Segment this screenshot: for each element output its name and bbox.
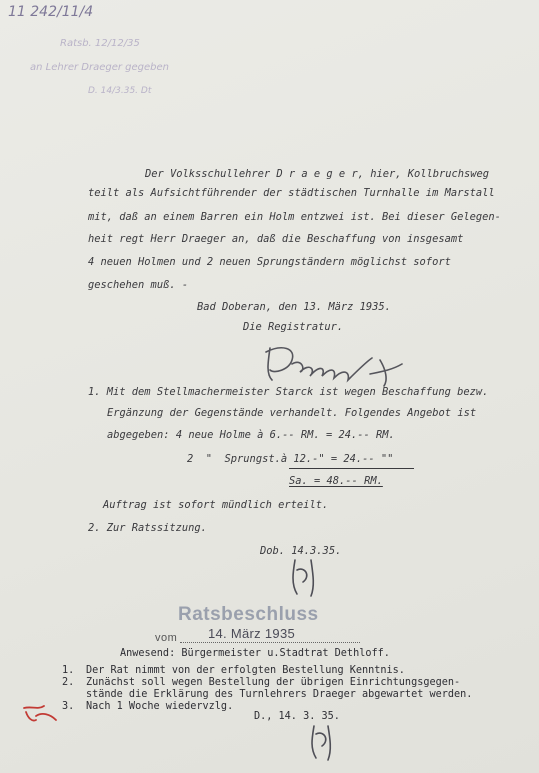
item-1-line-4: 2 " Sprungst.à 12.-" = 24.-- "" <box>187 453 394 465</box>
body-line-2: teilt als Aufsichtführender der städtischen Turnhalle im Marstall <box>88 187 495 199</box>
decision-1-num: 1. <box>62 665 75 676</box>
body-line-5: 4 neuen Holmen und 2 neuen Sprungständern möglichst sofort <box>88 256 451 268</box>
item-1-line-2: Ergänzung der Gegenstände verhandelt. Folgendes Angebot ist <box>107 407 477 419</box>
stamp-vom: vom <box>155 632 178 644</box>
sum-rule-1 <box>289 468 414 469</box>
item-2: 2. Zur Ratssitzung. <box>88 522 207 534</box>
body-line-4: heit regt Herr Draeger an, daß die Beschaffung von insgesamt <box>88 233 464 245</box>
decision-1-text: Der Rat nimmt von der erfolgten Bestellung Kenntnis. <box>86 665 405 676</box>
decision-date: D., 14. 3. 35. <box>254 711 340 722</box>
archive-number: 11 242/11/4 <box>8 4 94 20</box>
signature-1 <box>262 340 412 388</box>
signatory: Die Registratur. <box>243 321 344 333</box>
body-line-3: mit, daß an einem Barren ein Holm entzwei ist. Bei dieser Gelegen- <box>88 211 501 223</box>
body-line-6: geschehen muß. - <box>88 279 189 291</box>
pencil-note-1: Ratsb. 12/12/35 <box>60 38 140 49</box>
initials-2 <box>304 722 340 762</box>
red-mark <box>22 702 58 726</box>
stamp-title: Ratsbeschluss <box>178 604 319 625</box>
decision-2-text-1: Zunächst soll wegen Bestellung der übrigen Einrichtungsgegen- <box>86 677 461 688</box>
decision-3-text: Nach 1 Woche wiedervzlg. <box>86 701 234 712</box>
item-1-line-3: abgegeben: 4 neue Holme à 6.-- RM. = 24.-- RM. <box>107 429 395 441</box>
item-1-sum: Sa. = 48.-- RM. <box>289 475 383 487</box>
stamp-date: 14. März 1935 <box>208 626 296 641</box>
order-note: Auftrag ist sofort mündlich erteilt. <box>103 499 329 511</box>
decision-3-num: 3. <box>62 701 75 712</box>
place-date: Bad Doberan, den 13. März 1935. <box>197 301 391 313</box>
body-line-1: Der Volksschullehrer D r a e g e r, hier, Kollbruchsweg <box>145 168 490 180</box>
pencil-note-2: an Lehrer Draeger gegeben <box>30 62 169 73</box>
decision-2-num: 2. <box>62 677 75 688</box>
decision-2-text-2: stände die Erklärung des Turnlehrers Draeger abgewartet werden. <box>86 689 473 700</box>
short-date: Dob. 14.3.35. <box>260 545 342 557</box>
stamp-rule <box>180 642 360 643</box>
item-1-line-1: 1. Mit dem Stellmachermeister Starck ist wegen Beschaffung bezw. <box>88 386 489 398</box>
pencil-note-3: D. 14/3.35. Dt <box>88 86 152 96</box>
initials-1 <box>285 556 325 600</box>
attendance: Anwesend: Bürgermeister u.Stadtrat Dethloff. <box>120 648 390 659</box>
